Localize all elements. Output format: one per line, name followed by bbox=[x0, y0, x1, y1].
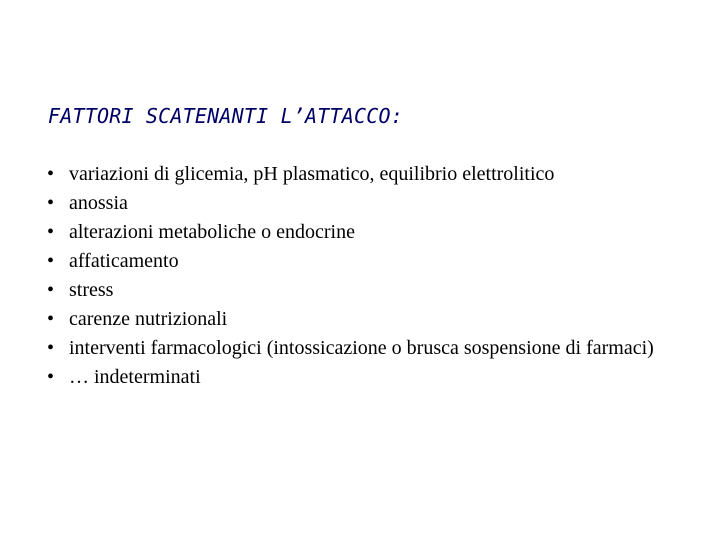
list-item-text: interventi farmacologici (intossicazione o brusca sospensione di farmaci) bbox=[69, 337, 654, 359]
list-item-text: variazioni di glicemia, pH plasmatico, equilibrio elettrolitico bbox=[69, 163, 555, 185]
list-item bbox=[47, 160, 692, 189]
bullet-icon: • bbox=[47, 308, 55, 330]
list-item bbox=[47, 218, 692, 247]
list-item bbox=[47, 247, 692, 276]
slide-heading: FATTORI SCATENANTI L’ATTACCO: bbox=[48, 104, 403, 128]
list-item bbox=[47, 189, 692, 218]
list-item-text: affaticamento bbox=[69, 250, 179, 272]
list-item-text: alterazioni metaboliche o endocrine bbox=[69, 221, 355, 243]
bullet-icon: • bbox=[47, 163, 55, 185]
list-item-text: … indeterminati bbox=[69, 366, 201, 388]
bullet-icon: • bbox=[47, 279, 55, 301]
list-item-text: carenze nutrizionali bbox=[69, 308, 228, 330]
bullet-icon: • bbox=[47, 192, 55, 214]
list-item bbox=[47, 305, 692, 334]
bullet-icon: • bbox=[47, 366, 55, 388]
list-item bbox=[47, 334, 692, 363]
list-item bbox=[47, 363, 692, 392]
list-item-text: anossia bbox=[69, 192, 128, 214]
bullet-icon: • bbox=[47, 337, 55, 359]
bullet-icon: • bbox=[47, 250, 55, 272]
bullet-icon: • bbox=[47, 221, 55, 243]
list-item bbox=[47, 276, 692, 305]
bullet-list bbox=[47, 160, 692, 392]
list-item-text: stress bbox=[69, 279, 114, 301]
